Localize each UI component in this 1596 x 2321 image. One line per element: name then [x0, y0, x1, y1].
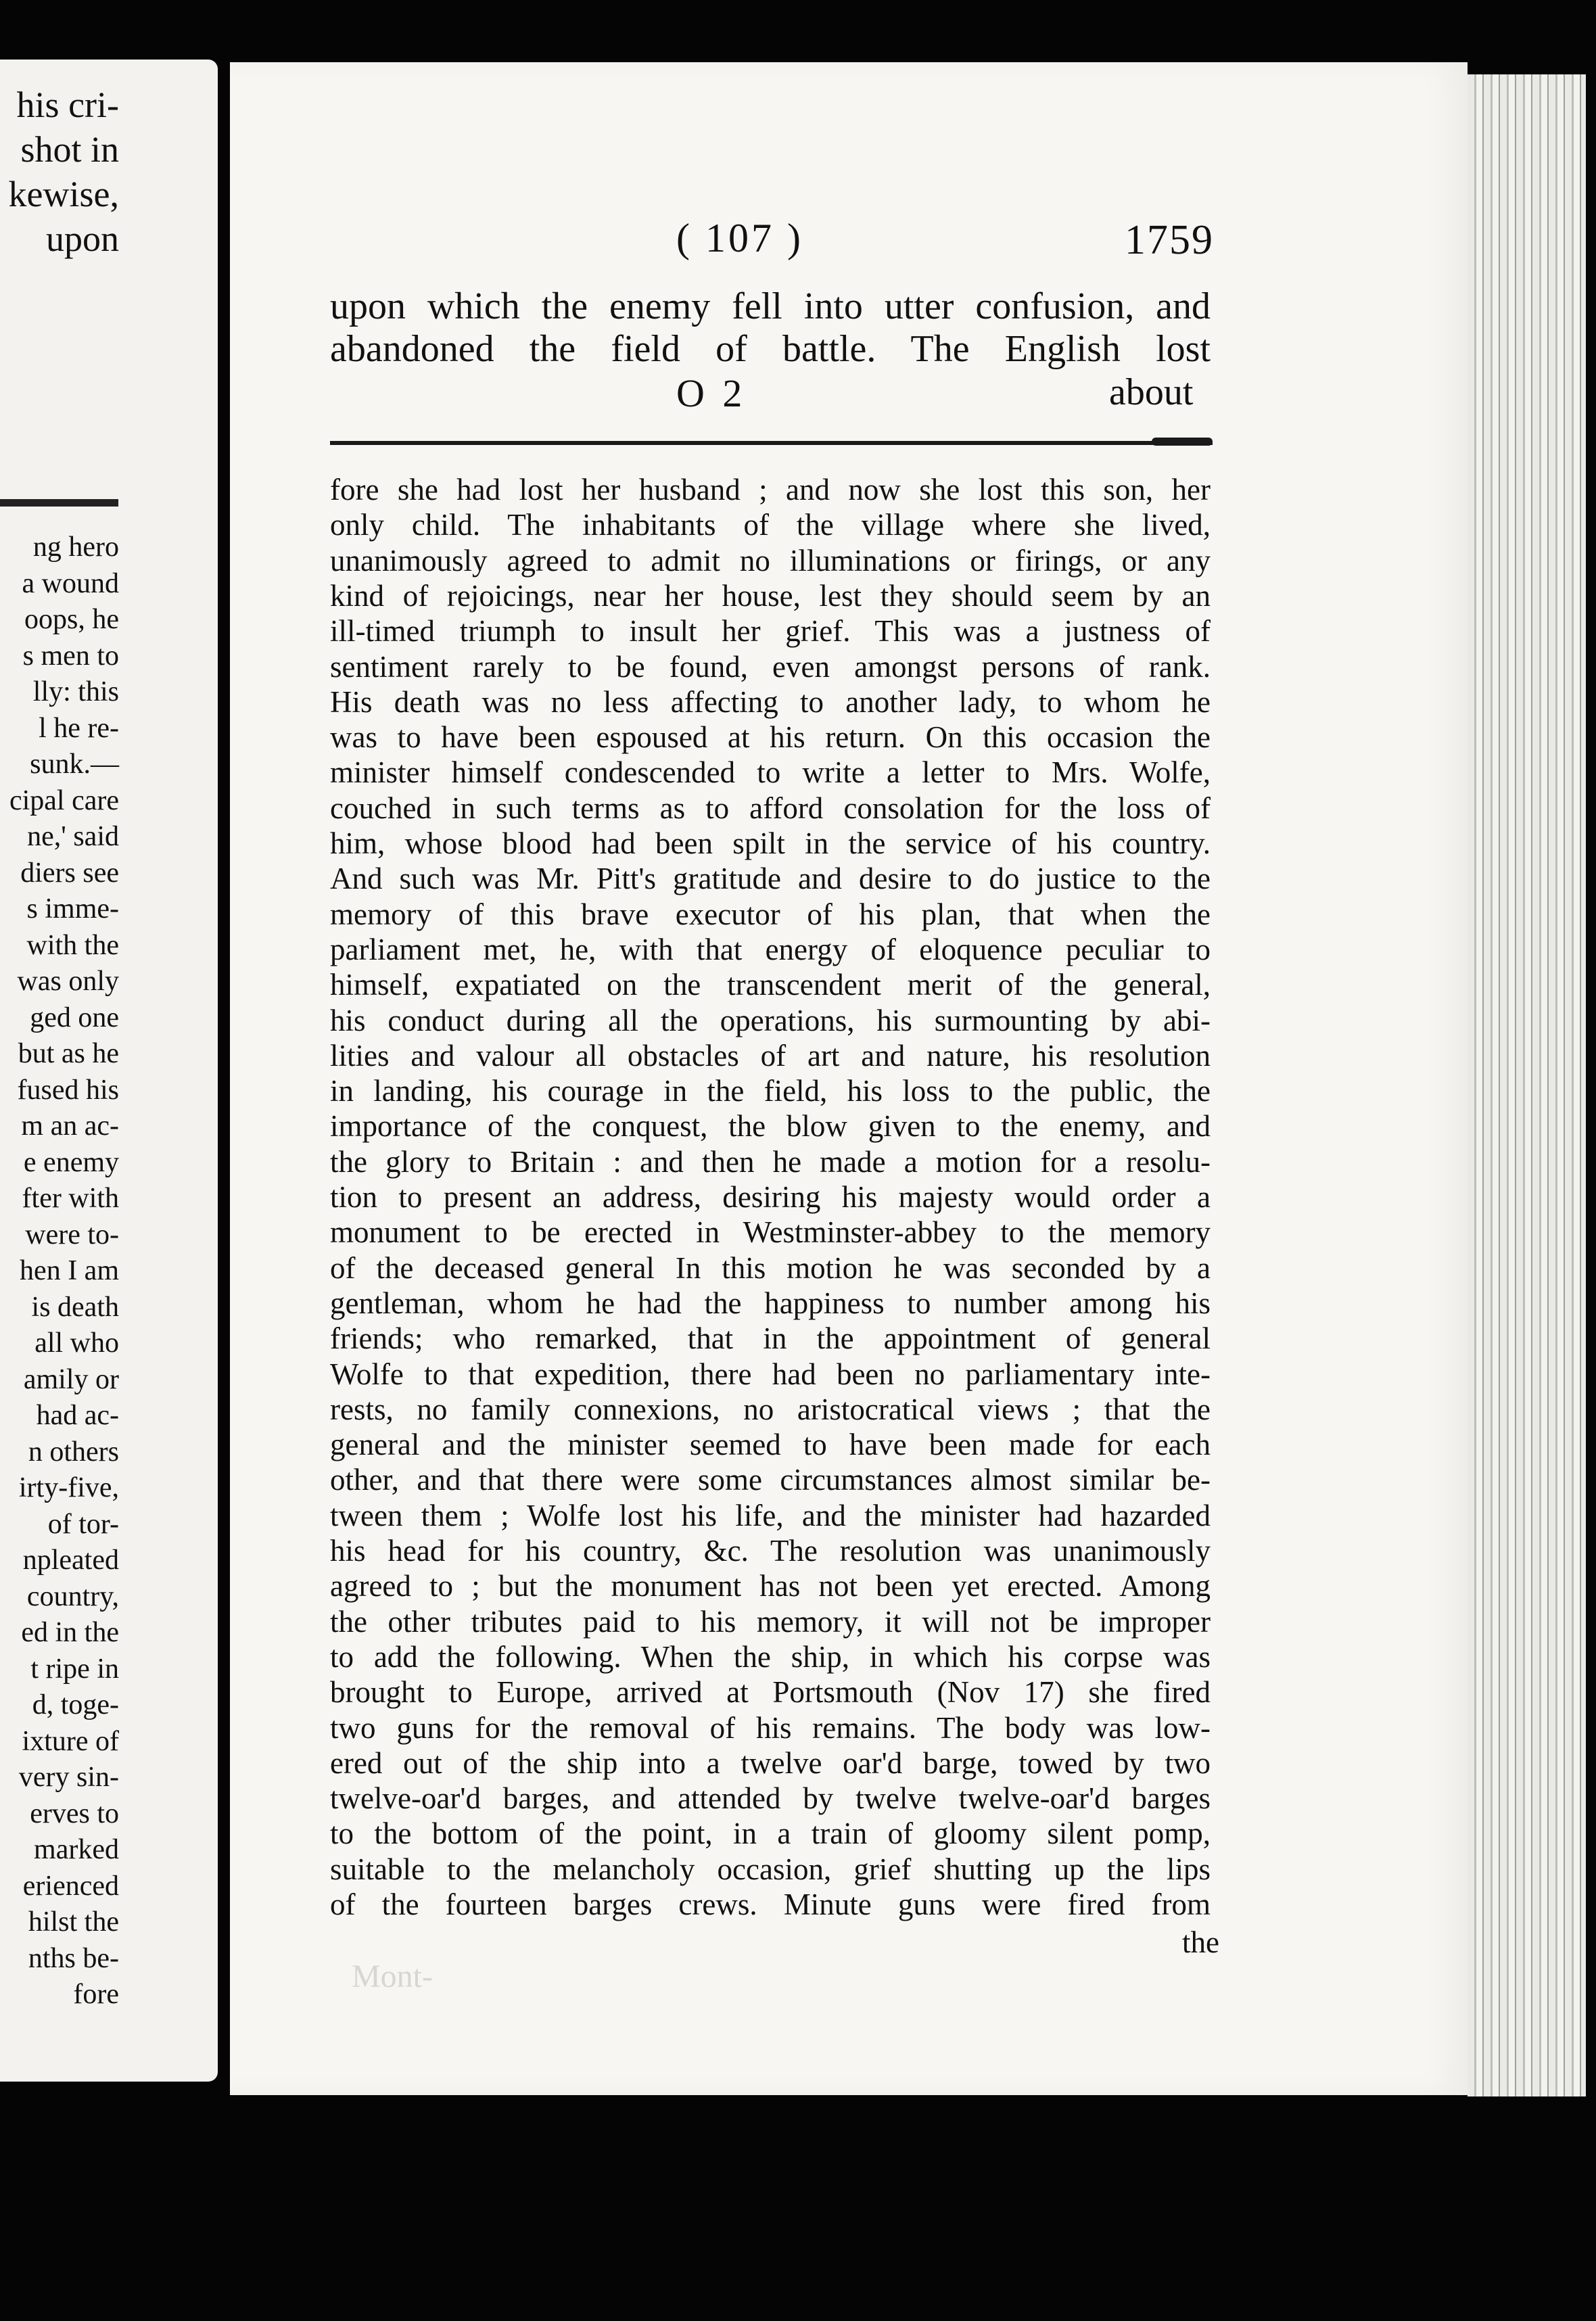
facing-page-left: [0, 60, 218, 2082]
text-line: n others: [28, 1436, 119, 1468]
text-line: him, whose blood had been spilt in the service of his country.: [330, 826, 1211, 860]
text-line: nths be-: [28, 1942, 119, 1974]
text-line: ed in the: [21, 1617, 119, 1648]
text-line: gentleman, whom he had the happiness to number among his: [330, 1286, 1211, 1320]
text-line: fused his: [17, 1074, 119, 1106]
text-line: fore: [73, 1979, 119, 2010]
text-line: irty-five,: [18, 1472, 119, 1503]
text-line: parliament met, he, with that energy of eloquence peculiar to: [330, 932, 1211, 966]
text-line: marked: [34, 1834, 119, 1865]
text-line: s imme-: [26, 893, 119, 924]
text-line: in landing, his courage in the field, his loss to the public, the: [330, 1074, 1211, 1108]
running-head-year: 1759: [1125, 217, 1214, 263]
text-line: himself, expatiated on the transcendent merit of the general,: [330, 968, 1211, 1002]
text-line: And such was Mr. Pitt's gratitude and desire to do justice to the: [330, 862, 1211, 896]
text-line: Wolfe to that expedition, there had been no parliamentary inte-: [330, 1357, 1211, 1391]
text-line: his head for his country, &c. The resolution was unanimously: [330, 1534, 1211, 1568]
text-line: npleated: [22, 1545, 119, 1576]
text-line: but as he: [18, 1038, 119, 1069]
text-line: s men to: [22, 640, 119, 672]
text-line: is death: [31, 1291, 119, 1323]
text-line: upon which the enemy fell into utter confusion, and: [330, 285, 1211, 327]
text-line: very sin-: [18, 1762, 119, 1793]
text-line: had ac-: [36, 1400, 119, 1431]
text-line: hen I am: [20, 1255, 119, 1286]
page-number: ( 107 ): [676, 216, 803, 260]
signature-mark: O 2: [676, 371, 747, 415]
text-line: l he re-: [39, 712, 119, 744]
text-line: erves to: [30, 1798, 119, 1829]
text-line: sunk.—: [30, 749, 119, 780]
text-line: abandoned the field of battle. The English lost: [330, 328, 1211, 370]
text-line: importance of the conquest, the blow given to the enemy, and: [330, 1109, 1211, 1144]
text-line: fore she had lost her husband ; and now she lost this son, her: [330, 473, 1211, 507]
text-line: of tor-: [47, 1508, 119, 1540]
text-line: suitable to the melancholy occasion, grief shutting up the lips: [330, 1852, 1211, 1886]
text-line: diers see: [20, 857, 119, 889]
book-page-edges: [1468, 74, 1586, 2096]
text-line: rests, no family connexions, no aristocratical views ; that the: [330, 1392, 1211, 1426]
horizontal-rule: [330, 441, 1213, 445]
text-line: lities and valour all obstacles of art and nature, his resolution: [330, 1038, 1211, 1073]
text-line: agreed to ; but the monument has not been yet erected. Among: [330, 1569, 1211, 1603]
text-line: with the: [26, 929, 119, 961]
text-line: kind of rejoicings, near her house, lest they should seem by an: [330, 578, 1211, 613]
text-line: two guns for the removal of his remains. The body was low-: [330, 1710, 1211, 1745]
text-line: memory of this brave executor of his plan, that when the: [330, 897, 1211, 931]
text-line: of the deceased general In this motion he was seconded by a: [330, 1250, 1211, 1285]
text-line: country,: [26, 1580, 119, 1612]
text-line: ixture of: [22, 1725, 119, 1757]
text-line: couched in such terms as to afford consolation for the loss of: [330, 791, 1211, 825]
text-line: amily or: [23, 1363, 119, 1395]
catchword: the: [1182, 1925, 1219, 1959]
text-line: erienced: [22, 1870, 119, 1902]
text-line: were to-: [25, 1219, 119, 1250]
text-line: kewise,: [8, 174, 119, 214]
text-line: his conduct during all the operations, his surmounting by abi-: [330, 1003, 1211, 1037]
text-line: monument to be erected in Westminster-abbey to the memory: [330, 1215, 1211, 1250]
text-line: fter with: [22, 1183, 119, 1214]
facing-page-rule: [0, 499, 118, 507]
text-line: minister himself condescended to write a letter to Mrs. Wolfe,: [330, 755, 1211, 790]
text-line: m an ac-: [21, 1110, 119, 1142]
text-line: twelve-oar'd barges, and attended by twelve twelve-oar'd barges: [330, 1781, 1211, 1816]
text-line: shot in: [20, 129, 119, 170]
text-line: e enemy: [23, 1146, 119, 1178]
text-line: tween them ; Wolfe lost his life, and the minister had hazarded: [330, 1498, 1211, 1532]
text-line: t ripe in: [30, 1653, 119, 1685]
text-line: cipal care: [9, 784, 119, 816]
text-line: to add the following. When the ship, in which his corpse was: [330, 1639, 1211, 1674]
text-line: unanimously agreed to admit no illuminations or firings, or any: [330, 543, 1211, 578]
text-line: oops, he: [24, 604, 119, 635]
text-line: to the bottom of the point, in a train of gloomy silent pomp,: [330, 1816, 1211, 1851]
text-line: ered out of the ship into a twelve oar'd barge, towed by two: [330, 1745, 1211, 1780]
text-line: of the fourteen barges crews. Minute guns were fired from: [330, 1888, 1211, 1921]
text-line: brought to Europe, arrived at Portsmouth (Nov 17) she fired: [330, 1675, 1211, 1710]
text-line: friends; who remarked, that in the appointment of general: [330, 1321, 1211, 1356]
text-line: all who: [34, 1328, 119, 1359]
bleed-through-text: Mont-: [352, 1959, 433, 1994]
catchword: about: [1109, 371, 1194, 413]
text-line: other, and that there were some circumstances almost similar be-: [330, 1463, 1211, 1497]
text-line: ng hero: [32, 532, 119, 563]
text-line: ged one: [30, 1002, 119, 1033]
text-line: lly: this: [32, 676, 119, 707]
text-line: d, toge-: [32, 1689, 119, 1720]
text-line: ne,' said: [27, 821, 119, 852]
text-line: only child. The inhabitants of the village where she lived,: [330, 508, 1211, 542]
text-line: his cri-: [16, 85, 119, 125]
text-line: was only: [17, 966, 119, 997]
text-line: sentiment rarely to be found, even amongst persons of rank.: [330, 649, 1211, 684]
text-line: a wound: [22, 567, 119, 599]
text-line: the glory to Britain : and then he made a motion for a resolu-: [330, 1144, 1211, 1179]
text-line: was to have been espoused at his return. On this occasion the: [330, 720, 1211, 755]
text-line: His death was no less affecting to another lady, to whom he: [330, 684, 1211, 719]
text-line: general and the minister seemed to have been made for each: [330, 1428, 1211, 1462]
text-line: tion to present an address, desiring his majesty would order a: [330, 1180, 1211, 1214]
text-line: the other tributes paid to his memory, it will not be improper: [330, 1604, 1211, 1639]
text-line: ill-timed triumph to insult her grief. This was a justness of: [330, 614, 1211, 649]
text-line: hilst the: [28, 1906, 119, 1938]
text-line: upon: [46, 218, 119, 259]
